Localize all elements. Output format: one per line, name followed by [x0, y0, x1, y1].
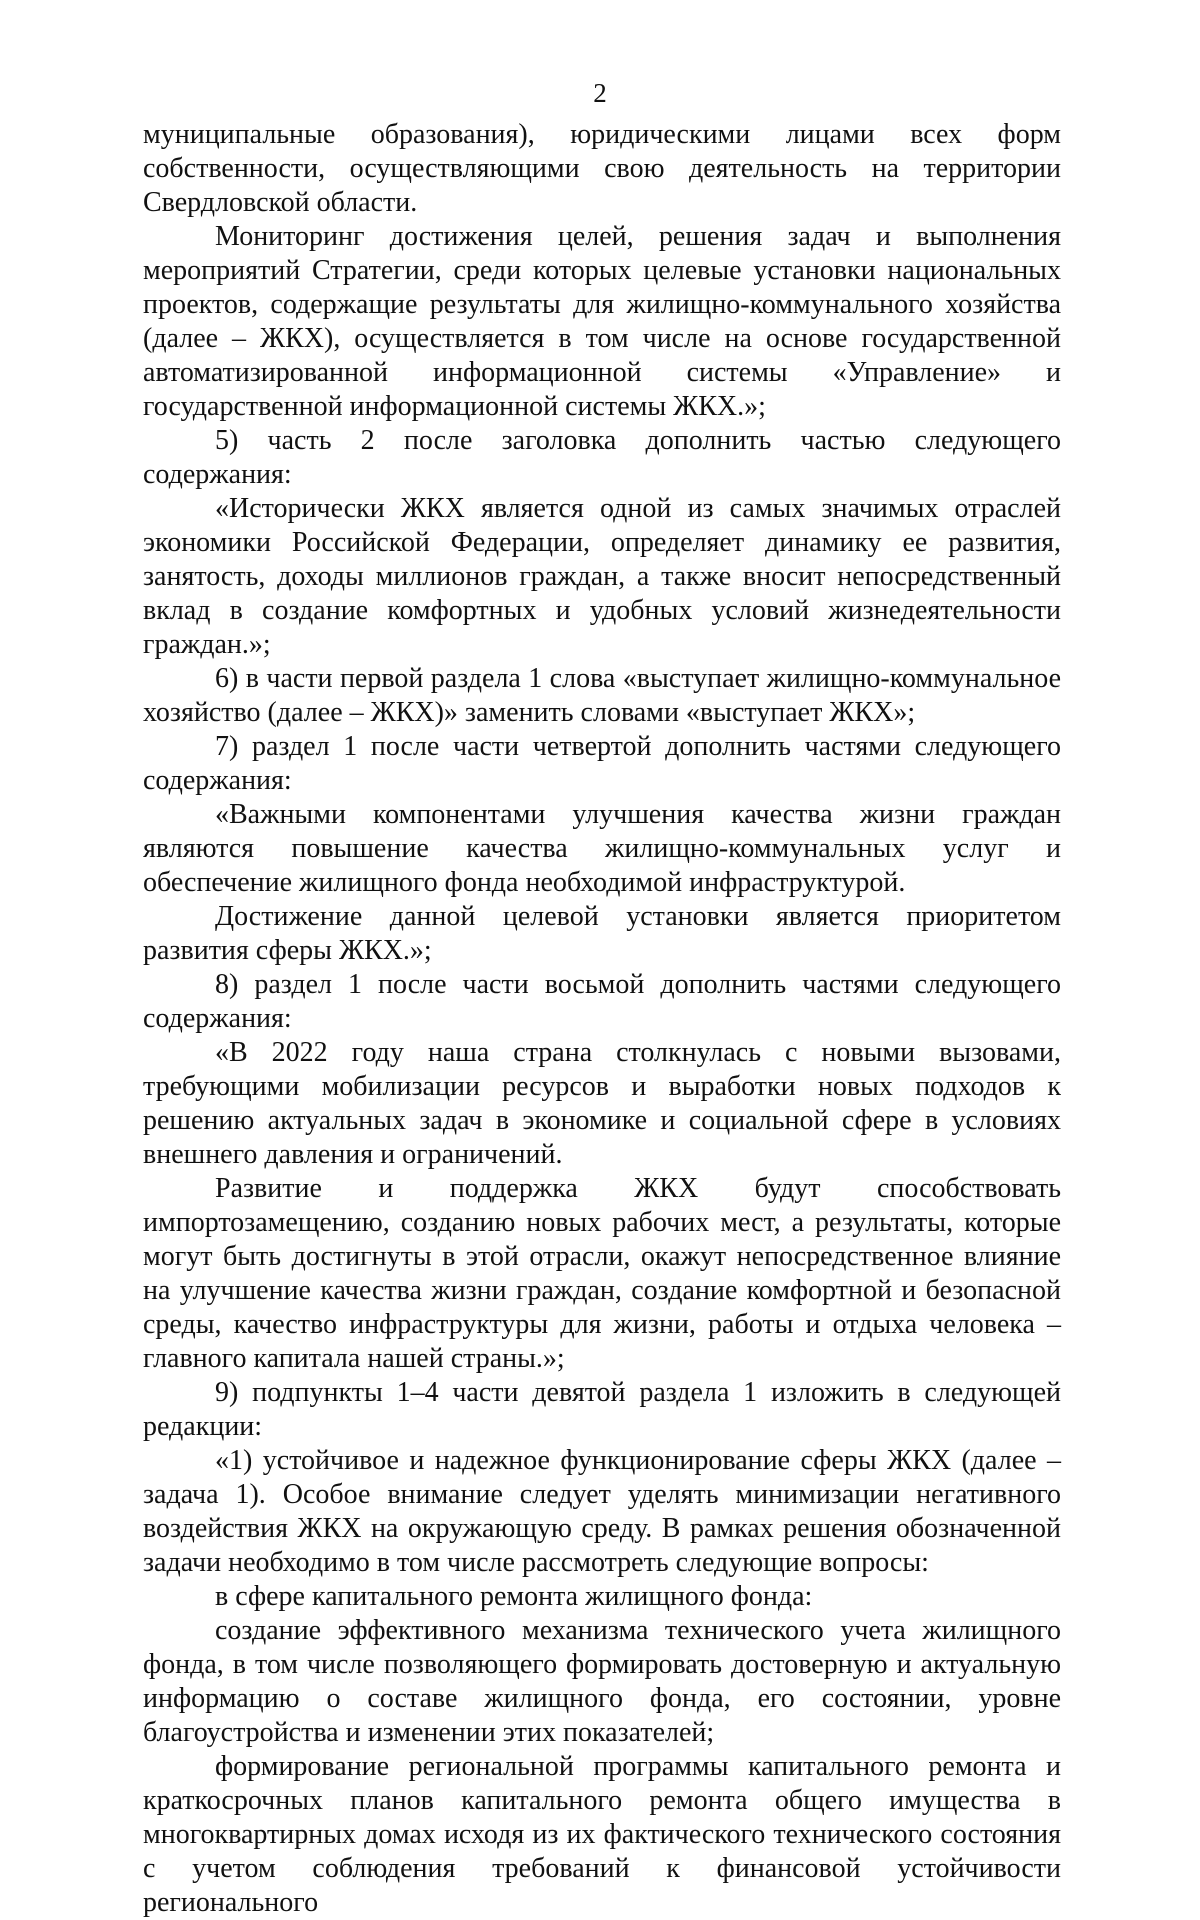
paragraph: 5) часть 2 после заголовка дополнить частью следующего содержания:: [143, 425, 1061, 490]
paragraph: «В 2022 году наша страна столкнулась с новыми вызовами, требующими мобилизации ресурсов и выработки новых подходов к решению актуальных задач в экономике и социальной сфере в условиях внешнего давления и ограничений.: [143, 1037, 1061, 1170]
paragraph: формирование региональной программы капитального ремонта и краткосрочных планов капитального ремонта общего имущества в многоквартирных домах исходя из их фактического технического состояния с учетом соблюдения требований к финансовой устойчивости регионального: [143, 1751, 1061, 1918]
document-body: [143, 118, 1061, 1920]
page-number: 2: [593, 78, 607, 108]
paragraph: 7) раздел 1 после части четвертой дополнить частями следующего содержания:: [143, 731, 1061, 796]
paragraph: Достижение данной целевой установки является приоритетом развития сферы ЖКХ.»;: [143, 901, 1061, 966]
paragraph: 9) подпункты 1–4 части девятой раздела 1 изложить в следующей редакции:: [143, 1377, 1061, 1442]
paragraph: 6) в части первой раздела 1 слова «выступает жилищно-коммунальное хозяйство (далее – ЖКХ)» заменить словами «выступает ЖКХ»;: [143, 663, 1061, 728]
paragraph: Развитие и поддержка ЖКХ будут способствовать импортозамещению, созданию новых рабочих мест, а результаты, которые могут быть достигнуты в этой отрасли, окажут непосредственное влияние на улучшение качества жизни граждан, создание комфортной и безопасной среды, качество инфраструктуры для жизни, работы и отдыха человека – главного капитала нашей страны.»;: [143, 1173, 1061, 1374]
paragraph: «1) устойчивое и надежное функционирование сферы ЖКХ (далее – задача 1). Особое внимание следует уделять минимизации негативного воздействия ЖКХ на окружающую среду. В рамках решения обозначенной задачи необходимо в том числе рассмотреть следующие вопросы:: [143, 1445, 1061, 1578]
paragraph: 8) раздел 1 после части восьмой дополнить частями следующего содержания:: [143, 969, 1061, 1034]
paragraph: создание эффективного механизма технического учета жилищного фонда, в том числе позволяющего формировать достоверную и актуальную информацию о составе жилищного фонда, его состоянии, уровне благоустройства и изменении этих показателей;: [143, 1615, 1061, 1748]
paragraph: муниципальные образования), юридическими лицами всех форм собственности, осуществляющими свою деятельность на территории Свердловской области.: [143, 119, 1061, 218]
paragraph: в сфере капитального ремонта жилищного фонда:: [215, 1581, 813, 1612]
paragraph: «Исторически ЖКХ является одной из самых значимых отраслей экономики Российской Федерации, определяет динамику ее развития, занятость, доходы миллионов граждан, а также вносит непосредственный вклад в создание комфортных и удобных условий жизнедеятельности граждан.»;: [143, 493, 1061, 660]
paragraph: «Важными компонентами улучшения качества жизни граждан являются повышение качества жилищно-коммунальных услуг и обеспечение жилищного фонда необходимой инфраструктурой.: [143, 799, 1061, 898]
paragraph: Мониторинг достижения целей, решения задач и выполнения мероприятий Стратегии, среди которых целевые установки национальных проектов, содержащие результаты для жилищно-коммунального хозяйства (далее – ЖКХ), осуществляется в том числе на основе государственной автоматизированной информационной системы «Управление» и государственной информационной системы ЖКХ.»;: [143, 221, 1061, 422]
